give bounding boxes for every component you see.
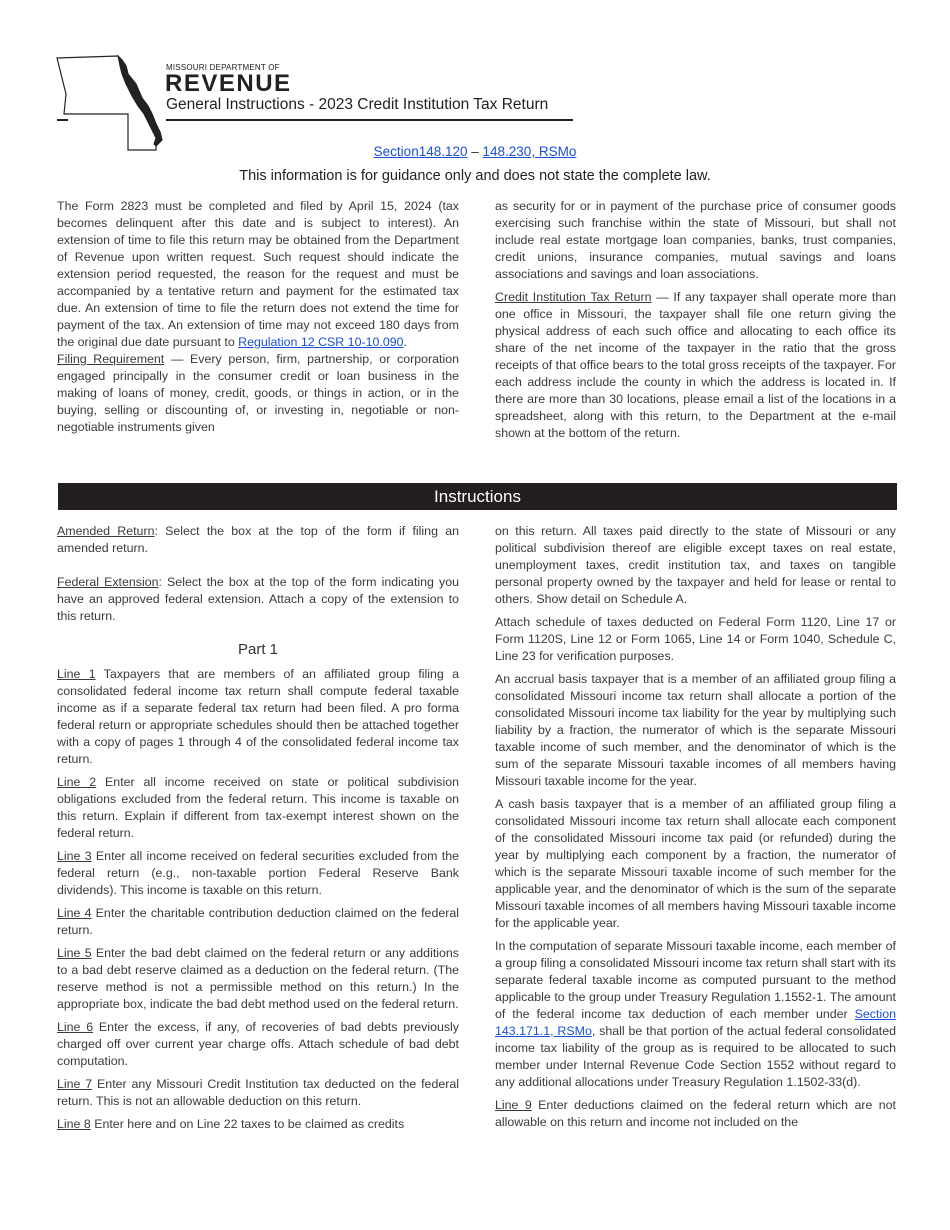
instructions-left-column	[57, 523, 459, 1139]
line-7-label: Line 7	[57, 1077, 93, 1091]
regulation-link[interactable]: Regulation 12 CSR 10-10.090	[238, 335, 404, 349]
statute-reference	[0, 144, 950, 159]
amended-return-text: : Select the box at the top of the form if filing an amended return.	[57, 524, 459, 555]
attach-schedule-paragraph: Attach schedule of taxes deducted on Federal Form 1120, Line 17 or Form 1120S, Line 12 or Form 1065, Line 14 or Form 1040, Schedule C, Line 23 for verification purposes.	[495, 615, 896, 663]
line-9-label: Line 9	[495, 1098, 532, 1112]
federal-extension-paragraph	[57, 574, 459, 625]
amended-return-paragraph	[57, 523, 459, 557]
accrual-basis-paragraph: An accrual basis taxpayer that is a member of an affiliated group filing a consolidated Missouri income tax return shall allocate a portion of the consolidated Missouri income tax liability for the year by multiplying such liability by a fraction, the numerator of which is the separate Missouri taxable income of such member, and the denominator of which is the sum of the separate Missouri taxable incomes of all members having Missouri taxable income for the year.	[495, 672, 896, 788]
line-6-text: Enter the excess, if any, of recoveries of bad debts previously charged off over current year charge offs. Attach schedule of bad debt computation.	[57, 1020, 460, 1068]
section-148-230-link[interactable]: 148.230, RSMo	[482, 144, 577, 159]
top-right-column	[495, 198, 896, 448]
line-2-paragraph	[57, 774, 459, 842]
line-8-continued-paragraph: on this return. All taxes paid directly to the state of Missouri or any political subdivision thereof are eligible except taxes on real estate, unemployment taxes, credit institution tax, and taxes on tangible personal property owned by the taxpayer and held for lease or rental to others. Show detail on Schedule A.	[495, 524, 896, 606]
reference-separator: –	[467, 144, 483, 159]
line-9-paragraph	[495, 1097, 896, 1131]
intro-paragraph	[57, 198, 459, 351]
credit-institution-label: Credit Institution Tax Return	[495, 290, 652, 304]
credit-institution-text: — If any taxpayer shall operate more than one office in Missouri, the taxpayer shall file one return giving the physical address of each such office and allocating to each office its share of the net income of the taxpayer in the ratio that the gross receipts of that office bears to the total gross receipts of the taxpayer. For each address include the county in which the address is located in. If there are more than 30 locations, please email a list of the locations in a spreadsheet, along with this return, to the Department at the e-mail shown at the bottom of the return.	[495, 290, 896, 440]
line-8-text: Enter here and on Line 22 taxes to be claimed as credits	[90, 1117, 405, 1131]
line-4-label: Line 4	[57, 906, 92, 920]
credit-institution-paragraph	[495, 289, 896, 442]
separate-income-text-a: In the computation of separate Missouri taxable income, each member of a group filing a consolidated Missouri income tax return shall start with its separate federal taxable income as computed pursuant to the method applicable to the group under Treasury Regulation 1.1552-1. The amount of the federal income tax deduction of each member under	[495, 939, 896, 1021]
line-9-text: Enter deductions claimed on the federal return which are not allowable on this return and income not included on the	[495, 1098, 896, 1129]
cash-basis-paragraph: A cash basis taxpayer that is a member of an affiliated group filing a consolidated Missouri income tax return shall allocate each component of the consolidated Missouri income tax paid (or refunded) during the year by multiplying each component by a fraction, the numerator of which is the separate Missouri taxable income of such member for the applicable year, and the denominator of which is the sum of the separate Missouri taxable incomes of all members having Missouri taxable income for the applicable year.	[495, 797, 896, 930]
line-3-label: Line 3	[57, 849, 92, 863]
amended-return-label: Amended Return	[57, 524, 155, 538]
guidance-note: This information is for guidance only and does not state the complete law.	[239, 168, 711, 184]
missouri-map-icon	[56, 54, 172, 152]
revenue-logo: REVENUE	[165, 70, 292, 97]
line-2-label: Line 2	[57, 775, 97, 789]
page-title: General Instructions - 2023 Credit Institution Tax Return	[166, 96, 549, 113]
line-6-label: Line 6	[57, 1020, 94, 1034]
line-1-paragraph	[57, 666, 459, 768]
header-tick	[57, 119, 68, 121]
top-left-column	[57, 198, 459, 442]
instructions-right-column	[495, 523, 896, 1137]
line-1-label: Line 1	[57, 667, 96, 681]
line-3-text: Enter all income received on federal securities excluded from the federal return (e.g., non-taxable portion Federal Reserve Bank dividends). This income is taxable on this return.	[57, 849, 459, 897]
federal-extension-label: Federal Extension	[57, 575, 159, 589]
line-1-text: Taxpayers that are members of an affiliated group filing a consolidated federal income tax return shall compute federal taxable income as if a separate federal tax return had been filed. A pro forma federal return or appropriate schedules should then be attached together with a copy of pages 1 through 4 of the consolidated federal income tax return.	[57, 667, 459, 766]
line-8-label: Line 8	[57, 1117, 91, 1131]
line-8-paragraph	[57, 1116, 459, 1133]
line-7-paragraph	[57, 1076, 459, 1110]
federal-extension-text: : Select the box at the top of the form indicating you have an approved federal extension. Attach a copy of the extension to this return.	[57, 575, 459, 623]
separate-income-paragraph	[495, 938, 896, 1091]
filing-requirement-paragraph	[57, 351, 459, 436]
line-4-text: Enter the charitable contribution deduction claimed on the federal return.	[57, 906, 459, 937]
section-143-171-link[interactable]: Section 143.171.1, RSMo	[495, 1007, 896, 1038]
department-name: MISSOURI DEPARTMENT OF	[166, 63, 280, 72]
line-2-text: Enter all income received on state or political subdivision obligations excluded from the federal return. This income is taxable on this return. Explain if different from tax-exempt interest shown on the federal return.	[57, 775, 459, 840]
intro-text: The Form 2823 must be completed and filed by April 15, 2024 (tax becomes delinquent after this date and is subject to interest). An extension of time to file this return may be obtained from the Department of Revenue upon written request. Such request should indicate the extension period requested, the reason for the request and must be accompanied by a tentative return and payment for the estimated tax due. An extension of time to file the return does not extend the time for payment of the tax. An extension of time may not exceed 180 days from the original due date pursuant to	[57, 199, 459, 349]
filing-continued-paragraph: as security for or in payment of the purchase price of consumer goods exercising such franchise within the state of Missouri, but shall not include real estate mortgage loan companies, banks, trust companies, credit unions, insurance companies, mutual savings and loans associations and savings and loan associations.	[495, 199, 896, 281]
filing-requirement-text: — Every person, firm, partnership, or corporation engaged principally in the consumer credit or loan business in the making of loans of money, credit, goods, or things in action, or in the buying, selling or discounting of, or investing in, negotiable or non-negotiable instruments given	[57, 352, 459, 434]
line-7-text: Enter any Missouri Credit Institution tax deducted on the federal return. This is not an allowable deduction on this return.	[57, 1077, 460, 1108]
line-5-text: Enter the bad debt claimed on the federal return or any additions to a bad debt reserve claimed as a deduction on the federal return. (The reserve method is not a permissible method on this return.) In the appropriate box, indicate the bad debt method used on the federal return.	[57, 946, 459, 1011]
section-148-120-link[interactable]: Section148.120	[373, 144, 468, 159]
instructions-banner: Instructions	[58, 483, 897, 510]
line-4-paragraph	[57, 905, 459, 939]
title-rule	[166, 119, 573, 121]
part-1-heading: Part 1	[237, 641, 279, 658]
filing-requirement-label: Filing Requirement	[57, 352, 165, 366]
line-3-paragraph	[57, 848, 459, 899]
line-5-paragraph	[57, 945, 459, 1013]
separate-income-text-b: , shall be that portion of the actual federal consolidated income tax liability of the group as is required to be allocated to such member under Internal Revenue Code Section 1552 without regard to any additional allocations under Treasury Regulation 1.1502-33(d).	[495, 1024, 896, 1089]
line-5-label: Line 5	[57, 946, 92, 960]
intro-end: .	[403, 335, 407, 349]
line-6-paragraph	[57, 1019, 459, 1070]
page-header	[56, 54, 616, 154]
